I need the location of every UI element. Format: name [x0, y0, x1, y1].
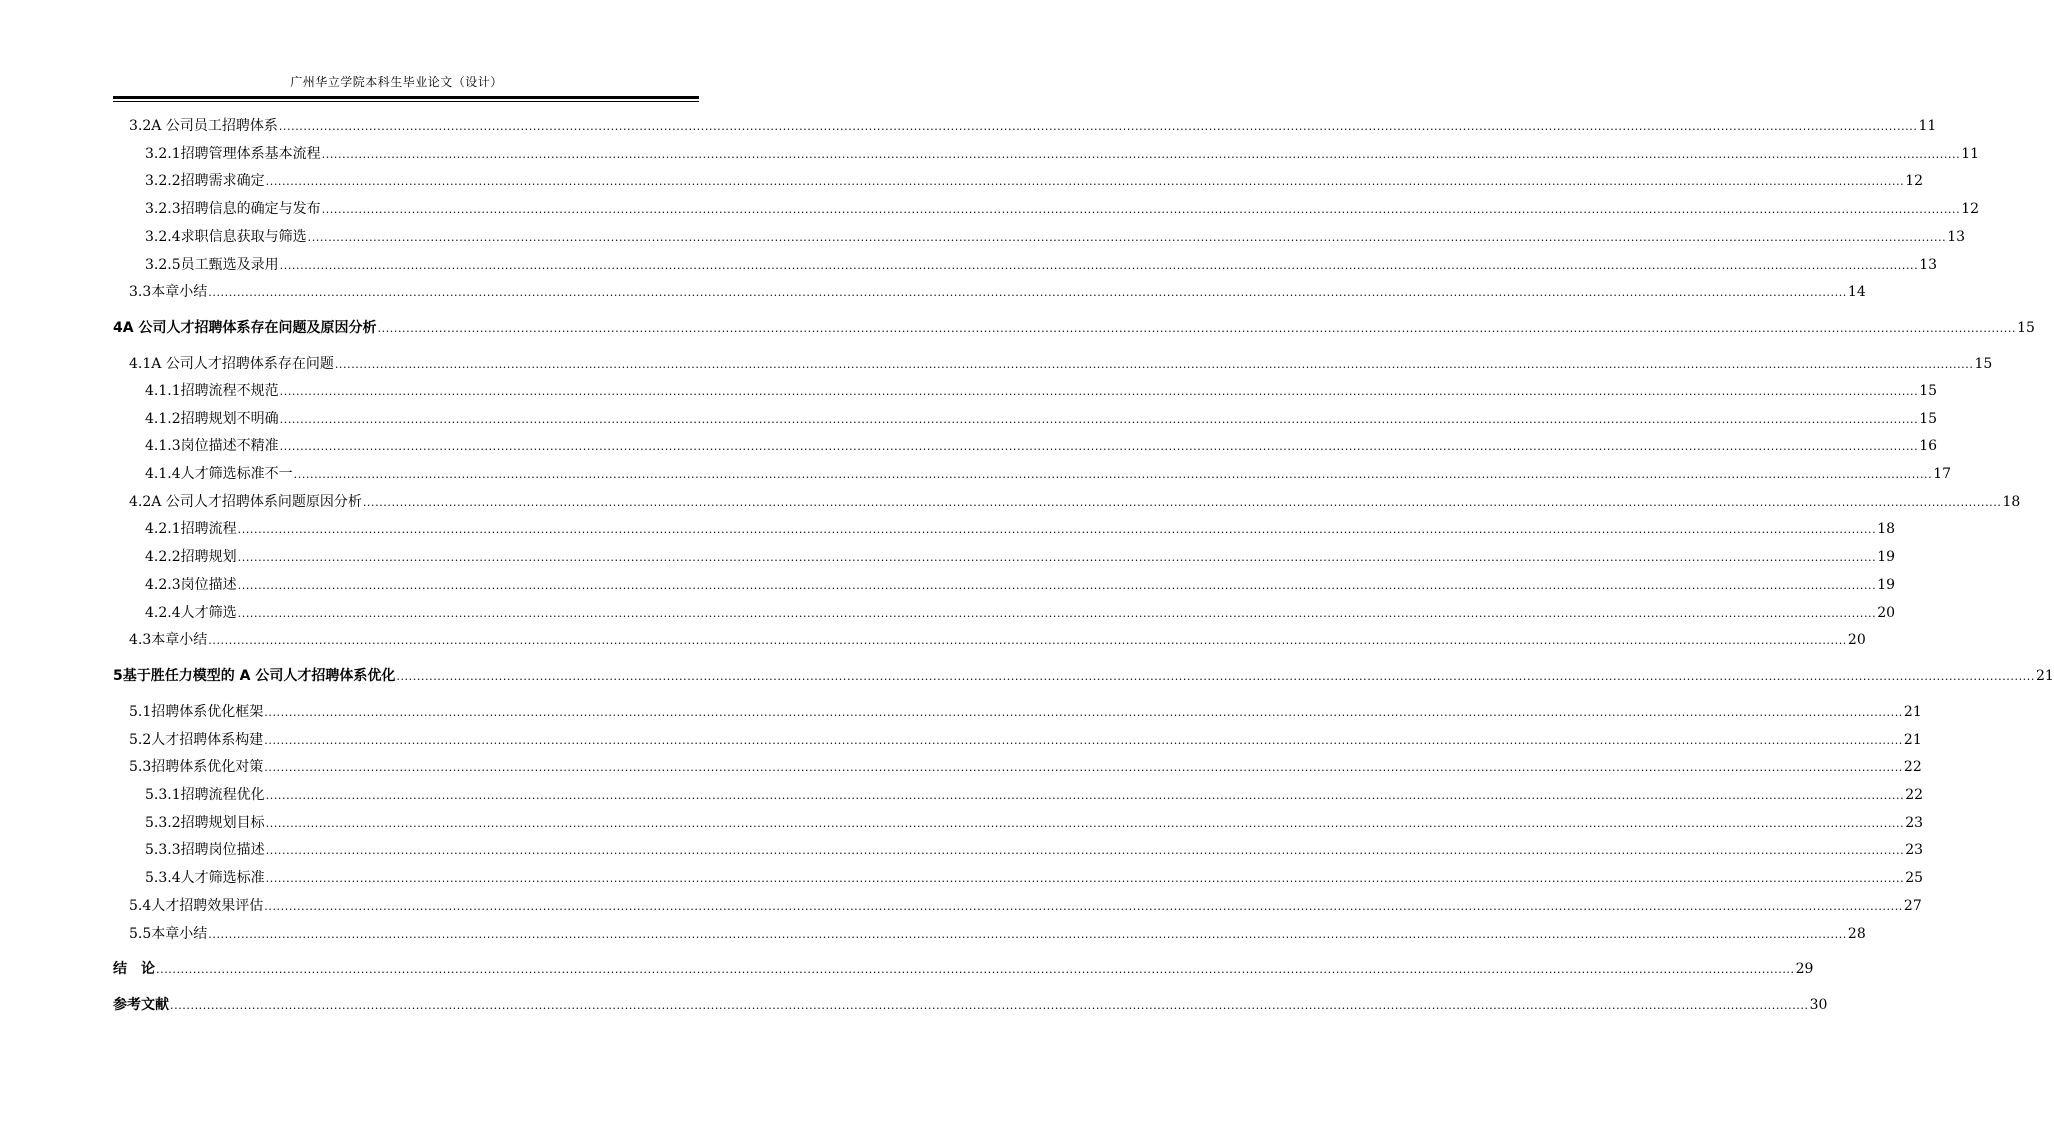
toc-entry-title: 人才招聘体系构建 [151, 732, 264, 748]
toc-entry-page: 15 [1919, 383, 1938, 399]
toc-dot-leader: ................................................................................................................................................................................................................................................................................................................................................................................................................ [307, 231, 1947, 244]
toc-dot-leader: ................................................................................................................................................................................................................................................................................................................................................................................................................ [377, 322, 2017, 335]
toc-entry-title: A 公司人才招聘体系存在问题 [151, 356, 334, 372]
toc-entry[interactable] [113, 959, 1814, 979]
toc-entry-page: 13 [1919, 257, 1938, 273]
toc-entry-page: 11 [1961, 146, 1980, 162]
toc-entry-title: 人才筛选 [180, 605, 237, 621]
toc-entry-number: 4.2.2 [145, 549, 181, 565]
toc-entry-number: 5.3.2 [145, 815, 181, 831]
toc-dot-leader: ................................................................................................................................................................................................................................................................................................................................................................................................................ [321, 203, 1961, 216]
toc-entry[interactable] [113, 666, 2054, 686]
toc-entry[interactable] [113, 318, 2035, 338]
toc-entry-title: 招聘流程优化 [180, 787, 265, 803]
toc-entry[interactable] [113, 896, 1922, 916]
toc-entry-page: 13 [1947, 229, 1966, 245]
toc-dot-leader: ................................................................................................................................................................................................................................................................................................................................................................................................................ [208, 928, 1847, 941]
toc-dot-leader: ................................................................................................................................................................................................................................................................................................................................................................................................................ [265, 844, 1905, 857]
toc-entry[interactable] [113, 409, 1938, 429]
toc-dot-leader: ................................................................................................................................................................................................................................................................................................................................................................................................................ [264, 900, 1903, 913]
toc-entry-page: 16 [1919, 438, 1938, 454]
toc-entry-number: 4.2 [129, 494, 152, 510]
toc-entry-page: 12 [1961, 201, 1980, 217]
toc-dot-leader: ................................................................................................................................................................................................................................................................................................................................................................................................................ [237, 607, 1877, 620]
toc-entry-page: 18 [1877, 521, 1896, 537]
toc-entry-title: 参考文献 [113, 997, 169, 1013]
toc-dot-leader: ................................................................................................................................................................................................................................................................................................................................................................................................................ [293, 468, 1933, 481]
toc-entry-page: 21 [1903, 704, 1922, 720]
toc-entry-title: 人才筛选标准不一 [180, 466, 293, 482]
toc-dot-leader: ................................................................................................................................................................................................................................................................................................................................................................................................................ [265, 872, 1905, 885]
toc-entry-number: 3.3 [129, 284, 152, 300]
toc-entry-page: 27 [1903, 898, 1922, 914]
toc-entry-title: 招聘信息的确定与发布 [180, 201, 321, 217]
toc-entry-page: 12 [1905, 173, 1924, 189]
toc-entry[interactable] [113, 630, 1866, 650]
toc-entry-title: 本章小结 [151, 926, 208, 942]
toc-dot-leader: ................................................................................................................................................................................................................................................................................................................................................................................................................ [208, 286, 1847, 299]
toc-entry-title: 招聘体系优化对策 [151, 759, 264, 775]
toc-entry-number: 5.1 [129, 704, 152, 720]
header-rule-thin [113, 101, 699, 102]
toc-dot-leader: ................................................................................................................................................................................................................................................................................................................................................................................................................ [265, 817, 1905, 830]
toc-entry-page: 23 [1905, 842, 1924, 858]
toc-entry[interactable] [113, 116, 1937, 136]
toc-entry[interactable] [113, 730, 1922, 750]
toc-entry[interactable] [113, 702, 1922, 722]
toc-entry-page: 19 [1877, 577, 1896, 593]
toc-entry-page: 15 [1919, 411, 1938, 427]
toc-entry-number: 3.2.3 [145, 201, 181, 217]
toc-entry[interactable] [113, 171, 1924, 191]
toc-entry-number: 5.5 [129, 926, 152, 942]
toc-entry-page: 17 [1933, 466, 1952, 482]
toc-entry-page: 25 [1905, 870, 1924, 886]
toc-entry-page: 23 [1905, 815, 1924, 831]
toc-entry-number: 4 [113, 320, 123, 336]
toc-entry[interactable] [113, 492, 2021, 512]
toc-entry[interactable] [113, 519, 1896, 539]
toc-entry-number: 4.1.2 [145, 411, 181, 427]
toc-entry-title: 本章小结 [151, 284, 208, 300]
toc-entry-page: 22 [1903, 759, 1922, 775]
toc-entry[interactable] [113, 603, 1896, 623]
toc-entry-number: 3.2.1 [145, 146, 181, 162]
toc-dot-leader: ................................................................................................................................................................................................................................................................................................................................................................................................................ [321, 148, 1961, 161]
toc-entry-number: 3.2.5 [145, 257, 181, 273]
toc-dot-leader: ................................................................................................................................................................................................................................................................................................................................................................................................................ [237, 551, 1877, 564]
toc-entry-title: 岗位描述 [180, 577, 237, 593]
toc-entry[interactable] [113, 354, 1993, 374]
toc-dot-leader: ................................................................................................................................................................................................................................................................................................................................................................................................................ [170, 999, 1809, 1012]
toc-dot-leader: ................................................................................................................................................................................................................................................................................................................................................................................................................ [396, 670, 2035, 683]
toc-entry-number: 5.3.3 [145, 842, 181, 858]
toc-dot-leader: ................................................................................................................................................................................................................................................................................................................................................................................................................ [208, 634, 1847, 647]
toc-entry-page: 21 [1903, 732, 1922, 748]
toc-entry-page: 14 [1847, 284, 1866, 300]
toc-dot-leader: ................................................................................................................................................................................................................................................................................................................................................................................................................ [265, 175, 1905, 188]
toc-entry-page: 20 [1847, 632, 1866, 648]
toc-entry[interactable] [113, 575, 1896, 595]
toc-entry-title: 求职信息获取与筛选 [180, 229, 307, 245]
toc-entry-number: 4.2.1 [145, 521, 181, 537]
toc-entry-page: 21 [2035, 668, 2054, 684]
toc-dot-leader: ................................................................................................................................................................................................................................................................................................................................................................................................................ [264, 761, 1903, 774]
toc-dot-leader: ................................................................................................................................................................................................................................................................................................................................................................................................................ [279, 385, 1919, 398]
toc-entry-title: 员工甄选及录用 [180, 257, 279, 273]
toc-entry-title: 招聘规划不明确 [180, 411, 279, 427]
toc-entry[interactable] [113, 868, 1924, 888]
toc-entry-number: 3.2.2 [145, 173, 181, 189]
toc-entry-number: 4.3 [129, 632, 152, 648]
toc-entry-page: 28 [1847, 926, 1866, 942]
toc-entry[interactable] [113, 199, 1980, 219]
toc-entry[interactable] [113, 144, 1980, 164]
toc-entry-page: 18 [2002, 494, 2021, 510]
toc-entry-page: 15 [2017, 320, 2035, 336]
toc-dot-leader: ................................................................................................................................................................................................................................................................................................................................................................................................................ [334, 358, 1974, 371]
toc-dot-leader: ................................................................................................................................................................................................................................................................................................................................................................................................................ [264, 734, 1903, 747]
toc-entry-title: 招聘岗位描述 [180, 842, 265, 858]
toc-dot-leader: ................................................................................................................................................................................................................................................................................................................................................................................................................ [362, 496, 2002, 509]
toc-entry-title: A 公司员工招聘体系 [151, 118, 278, 134]
toc-entry-title: A 公司人才招聘体系存在问题及原因分析 [122, 320, 377, 336]
toc-entry[interactable] [113, 995, 1828, 1015]
toc-dot-leader: ................................................................................................................................................................................................................................................................................................................................................................................................................ [237, 579, 1877, 592]
toc-entry[interactable] [113, 840, 1924, 860]
toc-entry-number: 5.3 [129, 759, 152, 775]
toc-entry-number: 3.2 [129, 118, 152, 134]
toc-dot-leader: ................................................................................................................................................................................................................................................................................................................................................................................................................ [265, 789, 1905, 802]
toc-entry-title: 招聘管理体系基本流程 [180, 146, 321, 162]
toc-dot-leader: ................................................................................................................................................................................................................................................................................................................................................................................................................ [279, 259, 1919, 272]
toc-entry-number: 4.1 [129, 356, 152, 372]
toc-entry-title: A 公司人才招聘体系问题原因分析 [151, 494, 362, 510]
toc-entry-title: 结 论 [113, 961, 155, 977]
toc-entry[interactable] [113, 785, 1924, 805]
toc-entry-title: 招聘规划目标 [180, 815, 265, 831]
toc-entry-number: 4.1.1 [145, 383, 181, 399]
toc-entry-number: 5.4 [129, 898, 152, 914]
toc-entry-title: 招聘需求确定 [180, 173, 265, 189]
toc-entry-title: 岗位描述不精准 [180, 438, 279, 454]
toc-entry[interactable] [113, 255, 1938, 275]
toc-entry-number: 4.2.3 [145, 577, 181, 593]
toc-entry-title: 人才招聘效果评估 [151, 898, 264, 914]
toc-entry[interactable] [113, 757, 1922, 777]
toc-entry-page: 20 [1877, 605, 1896, 621]
toc-dot-leader: ................................................................................................................................................................................................................................................................................................................................................................................................................ [279, 413, 1919, 426]
toc-dot-leader: ................................................................................................................................................................................................................................................................................................................................................................................................................ [279, 440, 1919, 453]
toc-entry-page: 29 [1795, 961, 1814, 977]
toc-entry-page: 11 [1918, 118, 1937, 134]
toc-dot-leader: ................................................................................................................................................................................................................................................................................................................................................................................................................ [237, 523, 1877, 536]
toc-entry-number: 5.2 [129, 732, 152, 748]
toc-entry[interactable] [113, 464, 1952, 484]
toc-entry[interactable] [113, 227, 1966, 247]
toc-entry-title: 基于胜任力模型的 A 公司人才招聘体系优化 [122, 668, 396, 684]
toc-entry-number: 5.3.1 [145, 787, 181, 803]
toc-entry-page: 15 [1974, 356, 1993, 372]
toc-entry[interactable] [113, 282, 1866, 302]
toc-entry-title: 人才筛选标准 [180, 870, 265, 886]
toc-entry-title: 招聘规划 [180, 549, 237, 565]
header-rule-thick [113, 96, 699, 99]
toc-entry[interactable] [113, 547, 1896, 567]
toc-entry-number: 3.2.4 [145, 229, 181, 245]
toc-entry[interactable] [113, 924, 1866, 944]
toc-entry-page: 22 [1905, 787, 1924, 803]
toc-entry[interactable] [113, 813, 1924, 833]
toc-entry-title: 招聘流程不规范 [180, 383, 279, 399]
toc-dot-leader: ................................................................................................................................................................................................................................................................................................................................................................................................................ [278, 120, 1918, 133]
toc-entry-number: 4.1.4 [145, 466, 181, 482]
toc-entry-title: 本章小结 [151, 632, 208, 648]
toc-dot-leader: ................................................................................................................................................................................................................................................................................................................................................................................................................ [156, 963, 1795, 976]
toc-entry-page: 19 [1877, 549, 1896, 565]
toc-entry-number: 4.2.4 [145, 605, 181, 621]
toc-entry-title: 招聘体系优化框架 [151, 704, 264, 720]
toc-dot-leader: ................................................................................................................................................................................................................................................................................................................................................................................................................ [264, 706, 1903, 719]
toc-entry[interactable] [113, 436, 1938, 456]
toc-entry[interactable] [113, 381, 1938, 401]
toc-entry-number: 4.1.3 [145, 438, 181, 454]
toc-entry-number: 5 [113, 668, 123, 684]
toc-entry-title: 招聘流程 [180, 521, 237, 537]
page-header: 广州华立学院本科生毕业论文（设计） [290, 75, 503, 89]
toc-entry-page: 30 [1809, 997, 1828, 1013]
toc-entry-number: 5.3.4 [145, 870, 181, 886]
